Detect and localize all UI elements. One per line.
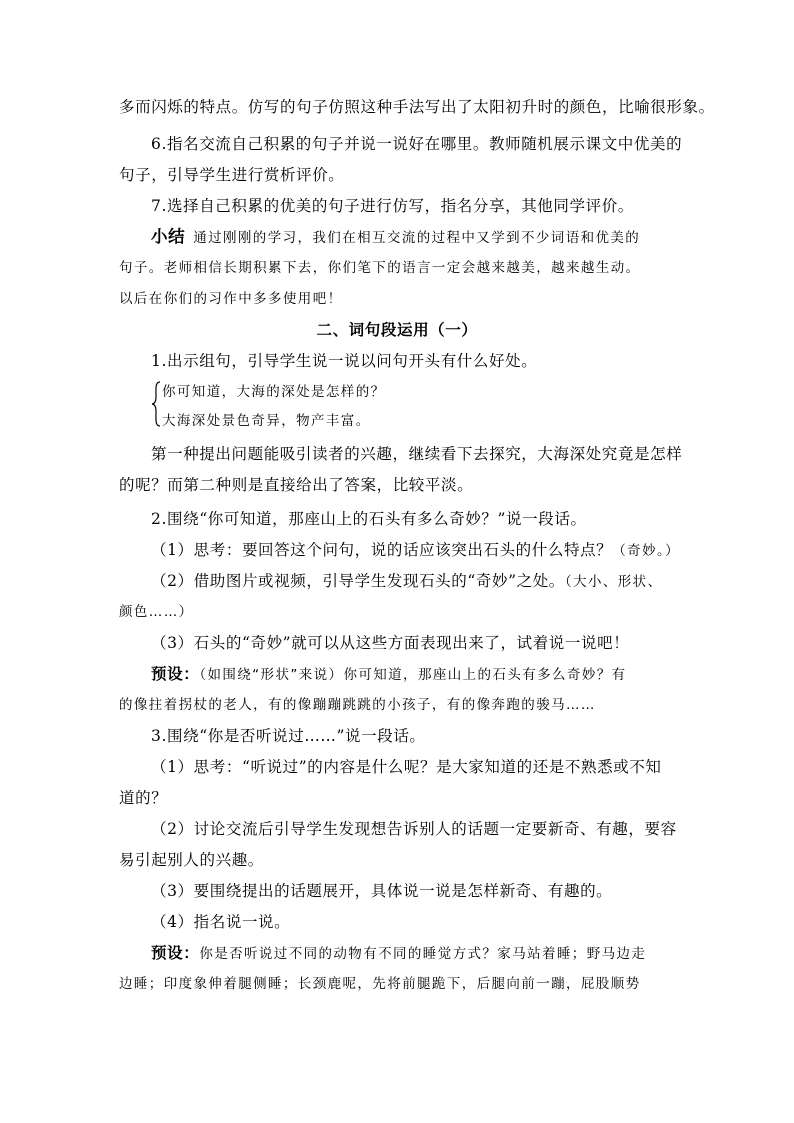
text-line: （2）讨论交流后引导学生发现想告诉别人的话题一定要新奇、有趣，要容 <box>151 820 677 838</box>
preset-line <box>151 943 646 964</box>
question-text: （1）思考：要回答这个问句，说的话应该突出石头的什么特点？ <box>151 541 613 559</box>
example-sentence: 你可知道，大海的深处是怎样的？ <box>162 384 386 400</box>
text-line: 1.出示组句，引导学生说一说以问句开头有什么好处。 <box>151 352 538 370</box>
text-line: （4）指名说一说。 <box>151 913 291 931</box>
summary-line: 以后在你们的习作中多多使用吧！ <box>119 291 343 307</box>
section-heading: 二、词句段运用（一） <box>316 320 478 339</box>
text-line <box>151 571 662 592</box>
text-line: 的呢？而第二种则是直接给出了答案，比较平淡。 <box>119 476 474 494</box>
answer-text: （大小、形状、 <box>564 574 663 590</box>
preset-text: （如围绕“形状”来说）你可知道，那座山上的石头有多么奇妙？有 <box>199 667 627 683</box>
text-line: 句子，引导学生进行赏析评价。 <box>119 166 345 184</box>
text-line <box>151 540 680 561</box>
brace-icon <box>151 381 161 427</box>
preset-text: 你是否听说过不同的动物有不同的睡觉方式？家马站着睡；野马边走 <box>199 946 647 962</box>
step-text: （2）借助图片或视频，引导学生发现石头的“奇妙”之处。 <box>151 572 565 590</box>
preset-label: 预设： <box>151 664 200 683</box>
text-line: 第一种提出问题能吸引读者的兴趣，继续看下去探究，大海深处究竟是怎样 <box>151 445 683 463</box>
answer-text: 颜色……） <box>119 604 194 620</box>
text-line: 多而闪烁的特点。仿写的句子仿照这种手法写出了太阳初升时的颜色，比喻很形象。 <box>119 98 715 116</box>
text-line: 道的？ <box>119 789 168 807</box>
text-line: 6.指名交流自己积累的句子并说一说好在哪里。教师随机展示课文中优美的 <box>151 135 683 153</box>
text-line: 易引起别人的兴趣。 <box>119 851 264 869</box>
text-line: （3）石头的“奇妙”就可以从这些方面表现出来了，试着说一说吧！ <box>151 634 630 652</box>
summary-line <box>151 227 640 248</box>
summary-text: 通过刚刚的学习，我们在相互交流的过程中又学到不少词语和优美的 <box>193 230 641 246</box>
answer-text: （奇妙。） <box>612 543 681 559</box>
text-line: 3.围绕“你是否听说过……”说一段话。 <box>151 727 426 745</box>
text-line: 2.围绕“你可知道，那座山上的石头有多么奇妙？”说一段话。 <box>151 510 587 528</box>
summary-label: 小结 <box>151 227 186 246</box>
preset-text: 的像拄着拐杖的老人，有的像蹦蹦跳跳的小孩子，有的像奔跑的骏马…… <box>119 697 596 713</box>
example-sentence: 大海深处景色奇异，物产丰富。 <box>162 413 371 429</box>
text-line: （1）思考：“听说过”的内容是什么呢？是大家知道的还是不熟悉或不知 <box>151 758 662 776</box>
preset-label: 预设： <box>151 943 200 962</box>
summary-line: 句子。老师相信长期积累下去，你们笔下的语言一定会越来越美，越来越生动。 <box>119 260 641 276</box>
text-line: 7.选择自己积累的优美的句子进行仿写，指名分享，其他同学评价。 <box>151 197 634 215</box>
preset-line <box>151 664 627 685</box>
preset-text: 边睡；印度象伸着腿侧睡；长颈鹿呢，先将前腿跪下，后腿向前一蹦，屁股顺势 <box>119 976 641 992</box>
text-line: （3）要围绕提出的话题展开，具体说一说是怎样新奇、有趣的。 <box>151 882 613 900</box>
